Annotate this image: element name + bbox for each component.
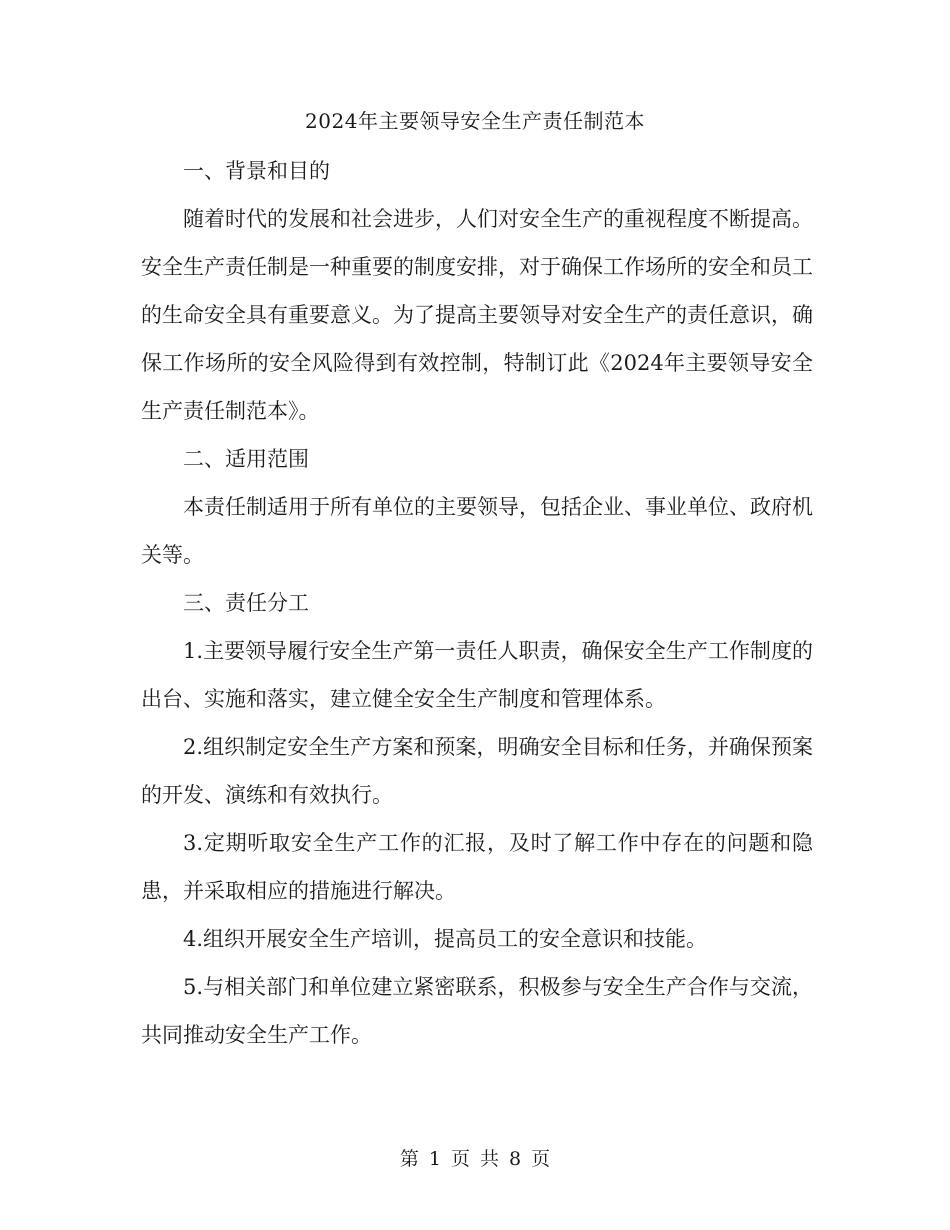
section-heading-background: 一、背景和目的 (183, 159, 330, 183)
responsibility-item-1: 1.主要领导履行安全生产第一责任人职责，确保安全生产工作制度的出台、实施和落实，建立健全安全生产制度和管理体系。 (141, 639, 813, 711)
section-heading-scope: 二、适用范围 (183, 447, 309, 471)
responsibility-item-2: 2.组织制定安全生产方案和预案，明确安全目标和任务，并确保预案的开发、演练和有效执行。 (141, 735, 813, 807)
responsibility-item-4: 4.组织开展安全生产培训，提高员工的安全意识和技能。 (183, 927, 708, 951)
paragraph-background: 随着时代的发展和社会进步，人们对安全生产的重视程度不断提高。安全生产责任制是一种重要的制度安排，对于确保工作场所的安全和员工的生命安全具有重要意义。为了提高主要领导对安全生产的责任意识，确保工作场所的安全风险得到有效控制，特制订此《2024年主要领导安全生产责任制范本》。 (141, 207, 813, 423)
document-body (141, 147, 813, 1059)
page-number-footer: 第 1 页 共 8 页 (399, 1148, 551, 1170)
responsibility-item-3: 3.定期听取安全生产工作的汇报，及时了解工作中存在的问题和隐患，并采取相应的措施进行解决。 (141, 831, 813, 903)
document-title: 2024年主要领导安全生产责任制范本 (305, 109, 645, 133)
section-heading-responsibilities: 三、责任分工 (183, 591, 309, 615)
responsibility-item-5: 5.与相关部门和单位建立紧密联系，积极参与安全生产合作与交流，共同推动安全生产工作。 (141, 975, 813, 1047)
paragraph-scope: 本责任制适用于所有单位的主要领导，包括企业、事业单位、政府机关等。 (141, 495, 813, 567)
